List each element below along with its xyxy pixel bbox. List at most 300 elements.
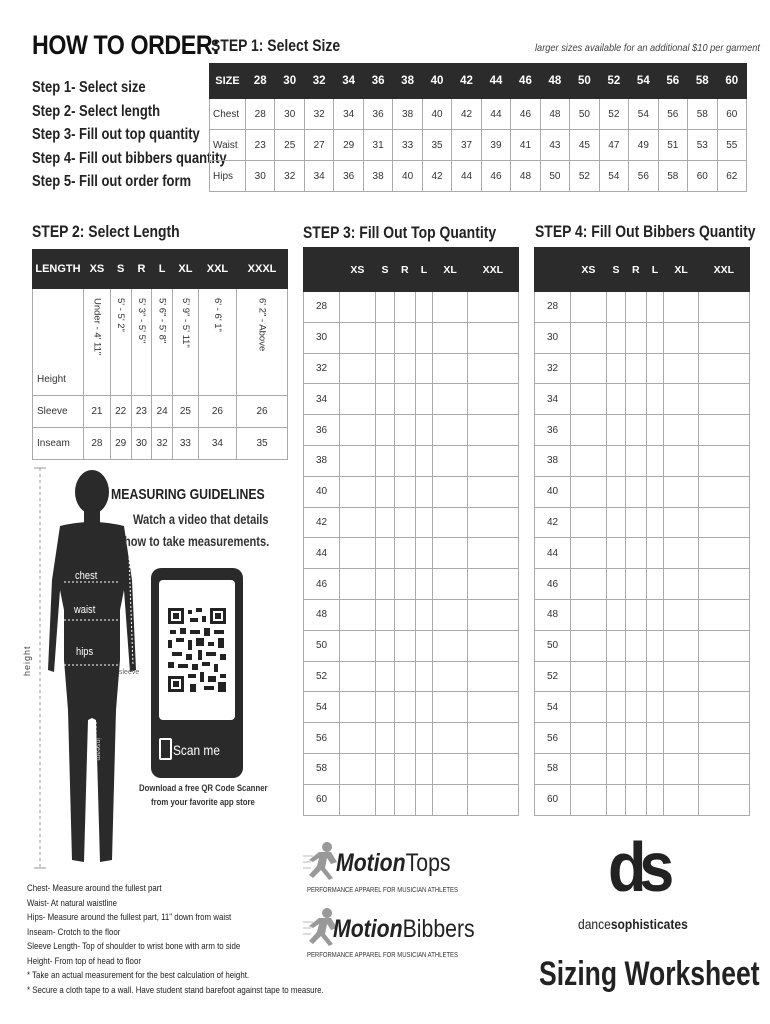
quantity-input-cell[interactable] bbox=[375, 507, 394, 538]
length-cell: 26 bbox=[237, 396, 288, 428]
quantity-input-cell[interactable] bbox=[664, 353, 698, 384]
quantity-input-cell[interactable] bbox=[340, 476, 376, 507]
quantity-input-cell[interactable] bbox=[395, 569, 416, 600]
size-cell: 41 bbox=[511, 130, 540, 161]
height-range: Under - 4' 11" bbox=[91, 297, 103, 355]
quantity-input-cell[interactable] bbox=[433, 661, 467, 692]
quantity-input-cell[interactable] bbox=[433, 415, 467, 446]
quantity-input-cell[interactable] bbox=[664, 753, 698, 784]
quantity-input-cell[interactable] bbox=[646, 692, 664, 723]
definition-line: * Secure a cloth tape to a wall. Have student stand barefoot against tape to measure. bbox=[27, 984, 324, 996]
quantity-input-cell[interactable] bbox=[571, 661, 607, 692]
quantity-input-cell[interactable] bbox=[415, 292, 433, 323]
quantity-input-cell[interactable] bbox=[606, 569, 625, 600]
quantity-input-cell[interactable] bbox=[571, 599, 607, 630]
quantity-input-cell[interactable] bbox=[467, 292, 518, 323]
size-cell: 62 bbox=[717, 161, 747, 192]
quantity-input-cell[interactable] bbox=[467, 322, 518, 353]
quantity-input-cell[interactable] bbox=[375, 753, 394, 784]
quantity-input-cell[interactable] bbox=[395, 630, 416, 661]
quantity-input-cell[interactable] bbox=[415, 569, 433, 600]
quantity-input-cell[interactable] bbox=[467, 415, 518, 446]
quantity-input-cell[interactable] bbox=[664, 630, 698, 661]
size-cell: 60 bbox=[717, 99, 747, 130]
quantity-row bbox=[535, 630, 750, 661]
quantity-input-cell[interactable] bbox=[375, 538, 394, 569]
quantity-input-cell[interactable] bbox=[664, 784, 698, 815]
quantity-input-cell[interactable] bbox=[606, 784, 625, 815]
waist-label: waist bbox=[74, 604, 96, 616]
length-cell: 24 bbox=[152, 396, 173, 428]
size-cell: 48 bbox=[511, 161, 540, 192]
height-cell bbox=[237, 289, 288, 396]
quantity-size-label: 56 bbox=[304, 723, 340, 754]
quantity-input-cell[interactable] bbox=[340, 753, 376, 784]
size-cell: 43 bbox=[540, 130, 569, 161]
quantity-input-cell[interactable] bbox=[415, 476, 433, 507]
quantity-input-cell[interactable] bbox=[626, 599, 647, 630]
quantity-input-cell[interactable] bbox=[664, 538, 698, 569]
top-quantity-grid[interactable] bbox=[303, 247, 519, 816]
quantity-input-cell[interactable] bbox=[395, 661, 416, 692]
size-cell: 52 bbox=[570, 161, 599, 192]
quantity-input-cell[interactable] bbox=[375, 630, 394, 661]
quantity-size-label: 48 bbox=[304, 599, 340, 630]
quantity-input-cell[interactable] bbox=[467, 723, 518, 754]
size-table-row bbox=[210, 130, 747, 161]
quantity-input-cell[interactable] bbox=[646, 661, 664, 692]
quantity-input-cell[interactable] bbox=[664, 507, 698, 538]
quantity-input-cell[interactable] bbox=[433, 476, 467, 507]
quantity-input-cell[interactable] bbox=[395, 692, 416, 723]
quantity-input-cell[interactable] bbox=[433, 630, 467, 661]
quantity-input-cell[interactable] bbox=[664, 723, 698, 754]
quantity-input-cell[interactable] bbox=[571, 476, 607, 507]
motion-tops-logo: MotionTops bbox=[336, 849, 451, 877]
height-range: 5' 6" - 5' 8" bbox=[156, 297, 168, 343]
quantity-input-cell[interactable] bbox=[433, 292, 467, 323]
length-column-header: XXL bbox=[198, 250, 236, 289]
quantity-row bbox=[535, 476, 750, 507]
quantity-input-cell[interactable] bbox=[571, 292, 607, 323]
height-row-label: Height bbox=[33, 289, 84, 396]
quantity-column-header: XXL bbox=[698, 248, 749, 292]
quantity-input-cell[interactable] bbox=[375, 784, 394, 815]
quantity-input-cell[interactable] bbox=[698, 692, 749, 723]
size-column-header: 38 bbox=[393, 64, 422, 99]
quantity-input-cell[interactable] bbox=[664, 292, 698, 323]
definition-line: Hips- Measure around the fullest part, 11" down from waist bbox=[27, 912, 232, 923]
size-cell: 27 bbox=[304, 130, 333, 161]
quantity-input-cell[interactable] bbox=[433, 753, 467, 784]
quantity-input-cell[interactable] bbox=[606, 692, 625, 723]
quantity-input-cell[interactable] bbox=[467, 384, 518, 415]
quantity-input-cell[interactable] bbox=[626, 630, 647, 661]
size-column-header: 48 bbox=[540, 64, 569, 99]
quantity-input-cell[interactable] bbox=[646, 723, 664, 754]
quantity-row bbox=[535, 569, 750, 600]
size-column-header: 56 bbox=[658, 64, 687, 99]
quantity-input-cell[interactable] bbox=[433, 723, 467, 754]
quantity-input-cell[interactable] bbox=[433, 569, 467, 600]
quantity-input-cell[interactable] bbox=[340, 445, 376, 476]
height-range: 5' - 5' 2" bbox=[115, 297, 127, 332]
quantity-input-cell[interactable] bbox=[375, 415, 394, 446]
quantity-size-label: 42 bbox=[304, 507, 340, 538]
quantity-input-cell[interactable] bbox=[606, 322, 625, 353]
quantity-size-label: 48 bbox=[535, 599, 571, 630]
quantity-input-cell[interactable] bbox=[646, 569, 664, 600]
quantity-input-cell[interactable] bbox=[340, 322, 376, 353]
quantity-input-cell[interactable] bbox=[375, 445, 394, 476]
quantity-input-cell[interactable] bbox=[467, 353, 518, 384]
quantity-input-cell[interactable] bbox=[340, 569, 376, 600]
quantity-input-cell[interactable] bbox=[467, 599, 518, 630]
quantity-input-cell[interactable] bbox=[626, 322, 647, 353]
step4-title: STEP 4: Fill Out Bibbers Quantity bbox=[535, 222, 756, 241]
quantity-input-cell[interactable] bbox=[415, 784, 433, 815]
quantity-input-cell[interactable] bbox=[646, 753, 664, 784]
quantity-input-cell[interactable] bbox=[395, 784, 416, 815]
quantity-input-cell[interactable] bbox=[395, 507, 416, 538]
quantity-input-cell[interactable] bbox=[375, 353, 394, 384]
size-cell: 51 bbox=[658, 130, 687, 161]
length-column-header: R bbox=[131, 250, 152, 289]
quantity-input-cell[interactable] bbox=[571, 507, 607, 538]
quantity-input-cell[interactable] bbox=[571, 753, 607, 784]
order-step: Step 5- Fill out order form bbox=[32, 173, 192, 190]
quantity-input-cell[interactable] bbox=[606, 507, 625, 538]
quantity-input-cell[interactable] bbox=[571, 630, 607, 661]
quantity-input-cell[interactable] bbox=[664, 599, 698, 630]
quantity-input-cell[interactable] bbox=[415, 630, 433, 661]
phone-icon bbox=[159, 738, 172, 760]
quantity-input-cell[interactable] bbox=[626, 353, 647, 384]
quantity-input-cell[interactable] bbox=[698, 569, 749, 600]
quantity-column-header: R bbox=[626, 248, 647, 292]
quantity-input-cell[interactable] bbox=[415, 353, 433, 384]
quantity-row bbox=[535, 784, 750, 815]
quantity-input-cell[interactable] bbox=[571, 723, 607, 754]
quantity-input-cell[interactable] bbox=[415, 723, 433, 754]
quantity-input-cell[interactable] bbox=[606, 661, 625, 692]
quantity-size-label: 38 bbox=[535, 445, 571, 476]
size-column-header: 40 bbox=[422, 64, 451, 99]
quantity-input-cell[interactable] bbox=[698, 784, 749, 815]
quantity-input-cell[interactable] bbox=[340, 353, 376, 384]
size-cell: 38 bbox=[393, 99, 422, 130]
quantity-column-header: L bbox=[415, 248, 433, 292]
size-row-label: Chest bbox=[210, 99, 246, 130]
quantity-input-cell[interactable] bbox=[415, 599, 433, 630]
quantity-input-cell[interactable] bbox=[698, 445, 749, 476]
quantity-input-cell[interactable] bbox=[433, 692, 467, 723]
quantity-input-cell[interactable] bbox=[415, 753, 433, 784]
size-column-header: 54 bbox=[629, 64, 658, 99]
quantity-input-cell[interactable] bbox=[646, 784, 664, 815]
quantity-size-label: 50 bbox=[304, 630, 340, 661]
quantity-input-cell[interactable] bbox=[626, 569, 647, 600]
quantity-row bbox=[304, 661, 519, 692]
quantity-input-cell[interactable] bbox=[415, 661, 433, 692]
quantity-input-cell[interactable] bbox=[664, 661, 698, 692]
quantity-input-cell[interactable] bbox=[433, 538, 467, 569]
quantity-input-cell[interactable] bbox=[433, 784, 467, 815]
quantity-input-cell[interactable] bbox=[626, 723, 647, 754]
height-range: 6' 2" - Above bbox=[256, 297, 268, 351]
quantity-input-cell[interactable] bbox=[606, 292, 625, 323]
quantity-input-cell[interactable] bbox=[340, 384, 376, 415]
size-table bbox=[209, 63, 747, 192]
quantity-input-cell[interactable] bbox=[698, 599, 749, 630]
quantity-input-cell[interactable] bbox=[433, 445, 467, 476]
quantity-row bbox=[304, 384, 519, 415]
quantity-input-cell[interactable] bbox=[571, 322, 607, 353]
quantity-input-cell[interactable] bbox=[606, 630, 625, 661]
length-column-header: XXXL bbox=[237, 250, 288, 289]
quantity-input-cell[interactable] bbox=[340, 630, 376, 661]
quantity-input-cell[interactable] bbox=[571, 538, 607, 569]
length-cell: 23 bbox=[131, 396, 152, 428]
step1-note: larger sizes available for an additional $10 per garment bbox=[535, 42, 760, 54]
quantity-input-cell[interactable] bbox=[626, 476, 647, 507]
quantity-input-cell[interactable] bbox=[646, 415, 664, 446]
quantity-input-cell[interactable] bbox=[571, 415, 607, 446]
quantity-input-cell[interactable] bbox=[626, 661, 647, 692]
quantity-input-cell[interactable] bbox=[606, 599, 625, 630]
height-cell bbox=[110, 289, 131, 396]
quantity-input-cell[interactable] bbox=[340, 599, 376, 630]
quantity-input-cell[interactable] bbox=[395, 322, 416, 353]
quantity-input-cell[interactable] bbox=[467, 661, 518, 692]
quantity-input-cell[interactable] bbox=[606, 353, 625, 384]
quantity-row bbox=[304, 507, 519, 538]
quantity-input-cell[interactable] bbox=[375, 322, 394, 353]
quantity-input-cell[interactable] bbox=[375, 599, 394, 630]
quantity-input-cell[interactable] bbox=[664, 692, 698, 723]
quantity-size-label: 38 bbox=[304, 445, 340, 476]
length-column-header: XS bbox=[84, 250, 111, 289]
size-cell: 42 bbox=[452, 99, 481, 130]
quantity-input-cell[interactable] bbox=[664, 476, 698, 507]
quantity-row bbox=[304, 322, 519, 353]
quantity-input-cell[interactable] bbox=[340, 723, 376, 754]
qr-code-icon bbox=[159, 580, 235, 720]
quantity-input-cell[interactable] bbox=[626, 445, 647, 476]
quantity-column-header: XL bbox=[433, 248, 467, 292]
quantity-input-cell[interactable] bbox=[415, 538, 433, 569]
quantity-size-label: 30 bbox=[304, 322, 340, 353]
quantity-input-cell[interactable] bbox=[340, 415, 376, 446]
quantity-input-cell[interactable] bbox=[646, 538, 664, 569]
size-cell: 44 bbox=[452, 161, 481, 192]
quantity-input-cell[interactable] bbox=[395, 723, 416, 754]
quantity-input-cell[interactable] bbox=[433, 599, 467, 630]
quantity-input-cell[interactable] bbox=[698, 384, 749, 415]
quantity-input-cell[interactable] bbox=[606, 445, 625, 476]
quantity-row bbox=[304, 445, 519, 476]
quantity-input-cell[interactable] bbox=[340, 507, 376, 538]
quantity-input-cell[interactable] bbox=[646, 630, 664, 661]
quantity-input-cell[interactable] bbox=[646, 476, 664, 507]
quantity-input-cell[interactable] bbox=[395, 292, 416, 323]
size-cell: 58 bbox=[688, 99, 717, 130]
quantity-input-cell[interactable] bbox=[467, 784, 518, 815]
quantity-input-cell[interactable] bbox=[467, 692, 518, 723]
download-text-2: from your favorite app store bbox=[151, 797, 255, 808]
quantity-input-cell[interactable] bbox=[571, 445, 607, 476]
quantity-row bbox=[304, 753, 519, 784]
bibbers-quantity-grid[interactable] bbox=[534, 247, 750, 816]
quantity-input-cell[interactable] bbox=[415, 322, 433, 353]
quantity-input-cell[interactable] bbox=[698, 723, 749, 754]
quantity-row bbox=[535, 599, 750, 630]
quantity-input-cell[interactable] bbox=[698, 538, 749, 569]
quantity-input-cell[interactable] bbox=[606, 538, 625, 569]
height-label: height bbox=[22, 645, 32, 676]
quantity-input-cell[interactable] bbox=[606, 723, 625, 754]
quantity-input-cell[interactable] bbox=[395, 445, 416, 476]
quantity-input-cell[interactable] bbox=[626, 384, 647, 415]
quantity-input-cell[interactable] bbox=[698, 322, 749, 353]
quantity-input-cell[interactable] bbox=[698, 353, 749, 384]
quantity-input-cell[interactable] bbox=[571, 384, 607, 415]
quantity-input-cell[interactable] bbox=[340, 661, 376, 692]
size-cell: 33 bbox=[393, 130, 422, 161]
size-column-header: 60 bbox=[717, 64, 747, 99]
quantity-input-cell[interactable] bbox=[698, 661, 749, 692]
size-cell: 30 bbox=[275, 99, 304, 130]
quantity-input-cell[interactable] bbox=[626, 753, 647, 784]
quantity-input-cell[interactable] bbox=[626, 415, 647, 446]
quantity-input-cell[interactable] bbox=[415, 384, 433, 415]
quantity-input-cell[interactable] bbox=[375, 476, 394, 507]
size-cell: 34 bbox=[304, 161, 333, 192]
quantity-input-cell[interactable] bbox=[375, 723, 394, 754]
quantity-input-cell[interactable] bbox=[664, 322, 698, 353]
quantity-input-cell[interactable] bbox=[375, 661, 394, 692]
quantity-input-cell[interactable] bbox=[467, 630, 518, 661]
size-cell: 40 bbox=[393, 161, 422, 192]
hips-label: hips bbox=[76, 646, 94, 658]
quantity-input-cell[interactable] bbox=[646, 292, 664, 323]
quantity-input-cell[interactable] bbox=[646, 599, 664, 630]
quantity-input-cell[interactable] bbox=[606, 415, 625, 446]
quantity-input-cell[interactable] bbox=[606, 753, 625, 784]
quantity-input-cell[interactable] bbox=[698, 476, 749, 507]
quantity-input-cell[interactable] bbox=[626, 292, 647, 323]
quantity-input-cell[interactable] bbox=[415, 445, 433, 476]
quantity-size-label: 52 bbox=[535, 661, 571, 692]
height-cell bbox=[173, 289, 199, 396]
quantity-input-cell[interactable] bbox=[626, 692, 647, 723]
quantity-input-cell[interactable] bbox=[395, 476, 416, 507]
quantity-input-cell[interactable] bbox=[664, 569, 698, 600]
quantity-input-cell[interactable] bbox=[646, 353, 664, 384]
quantity-row bbox=[304, 784, 519, 815]
length-cell: 25 bbox=[173, 396, 199, 428]
quantity-input-cell[interactable] bbox=[467, 753, 518, 784]
quantity-input-cell[interactable] bbox=[646, 384, 664, 415]
height-range: 5' 9" - 5' 11" bbox=[179, 297, 191, 348]
quantity-input-cell[interactable] bbox=[395, 538, 416, 569]
quantity-input-cell[interactable] bbox=[375, 692, 394, 723]
quantity-input-cell[interactable] bbox=[698, 292, 749, 323]
quantity-input-cell[interactable] bbox=[340, 292, 376, 323]
quantity-input-cell[interactable] bbox=[698, 415, 749, 446]
quantity-input-cell[interactable] bbox=[375, 384, 394, 415]
step3-title: STEP 3: Fill Out Top Quantity bbox=[303, 223, 497, 242]
quantity-input-cell[interactable] bbox=[467, 538, 518, 569]
quantity-input-cell[interactable] bbox=[664, 415, 698, 446]
quantity-input-cell[interactable] bbox=[626, 784, 647, 815]
size-cell: 23 bbox=[246, 130, 275, 161]
quantity-input-cell[interactable] bbox=[467, 507, 518, 538]
quantity-header-row bbox=[304, 248, 519, 292]
qr-card[interactable] bbox=[151, 568, 243, 778]
quantity-input-cell[interactable] bbox=[395, 415, 416, 446]
page-title: HOW TO ORDER: bbox=[32, 30, 220, 60]
size-column-header: 36 bbox=[363, 64, 392, 99]
quantity-input-cell[interactable] bbox=[698, 507, 749, 538]
length-cell: 22 bbox=[110, 396, 131, 428]
quantity-input-cell[interactable] bbox=[415, 692, 433, 723]
quantity-input-cell[interactable] bbox=[433, 507, 467, 538]
quantity-input-cell[interactable] bbox=[340, 692, 376, 723]
quantity-input-cell[interactable] bbox=[340, 538, 376, 569]
quantity-input-cell[interactable] bbox=[698, 753, 749, 784]
size-cell: 29 bbox=[334, 130, 363, 161]
quantity-size-label: 60 bbox=[535, 784, 571, 815]
quantity-input-cell[interactable] bbox=[433, 353, 467, 384]
quantity-input-cell[interactable] bbox=[340, 784, 376, 815]
quantity-input-cell[interactable] bbox=[395, 753, 416, 784]
quantity-input-cell[interactable] bbox=[664, 384, 698, 415]
quantity-input-cell[interactable] bbox=[395, 599, 416, 630]
quantity-input-cell[interactable] bbox=[375, 569, 394, 600]
size-cell: 42 bbox=[422, 161, 451, 192]
quantity-input-cell[interactable] bbox=[626, 538, 647, 569]
length-column-header: XL bbox=[173, 250, 199, 289]
quantity-input-cell[interactable] bbox=[571, 353, 607, 384]
quantity-input-cell[interactable] bbox=[395, 384, 416, 415]
quantity-input-cell[interactable] bbox=[646, 507, 664, 538]
quantity-input-cell[interactable] bbox=[664, 445, 698, 476]
quantity-input-cell[interactable] bbox=[606, 476, 625, 507]
quantity-input-cell[interactable] bbox=[571, 784, 607, 815]
quantity-size-label: 40 bbox=[304, 476, 340, 507]
quantity-input-cell[interactable] bbox=[467, 445, 518, 476]
quantity-input-cell[interactable] bbox=[415, 415, 433, 446]
quantity-input-cell[interactable] bbox=[646, 322, 664, 353]
quantity-input-cell[interactable] bbox=[433, 384, 467, 415]
quantity-input-cell[interactable] bbox=[698, 630, 749, 661]
quantity-input-cell[interactable] bbox=[415, 507, 433, 538]
length-table-row bbox=[33, 396, 288, 428]
quantity-input-cell[interactable] bbox=[395, 353, 416, 384]
size-cell: 60 bbox=[688, 161, 717, 192]
quantity-input-cell[interactable] bbox=[375, 292, 394, 323]
quantity-input-cell[interactable] bbox=[571, 692, 607, 723]
quantity-input-cell[interactable] bbox=[467, 476, 518, 507]
quantity-input-cell[interactable] bbox=[626, 507, 647, 538]
size-cell: 58 bbox=[658, 161, 687, 192]
quantity-input-cell[interactable] bbox=[433, 322, 467, 353]
quantity-input-cell[interactable] bbox=[571, 569, 607, 600]
quantity-input-cell[interactable] bbox=[606, 384, 625, 415]
quantity-input-cell[interactable] bbox=[646, 445, 664, 476]
quantity-input-cell[interactable] bbox=[467, 569, 518, 600]
